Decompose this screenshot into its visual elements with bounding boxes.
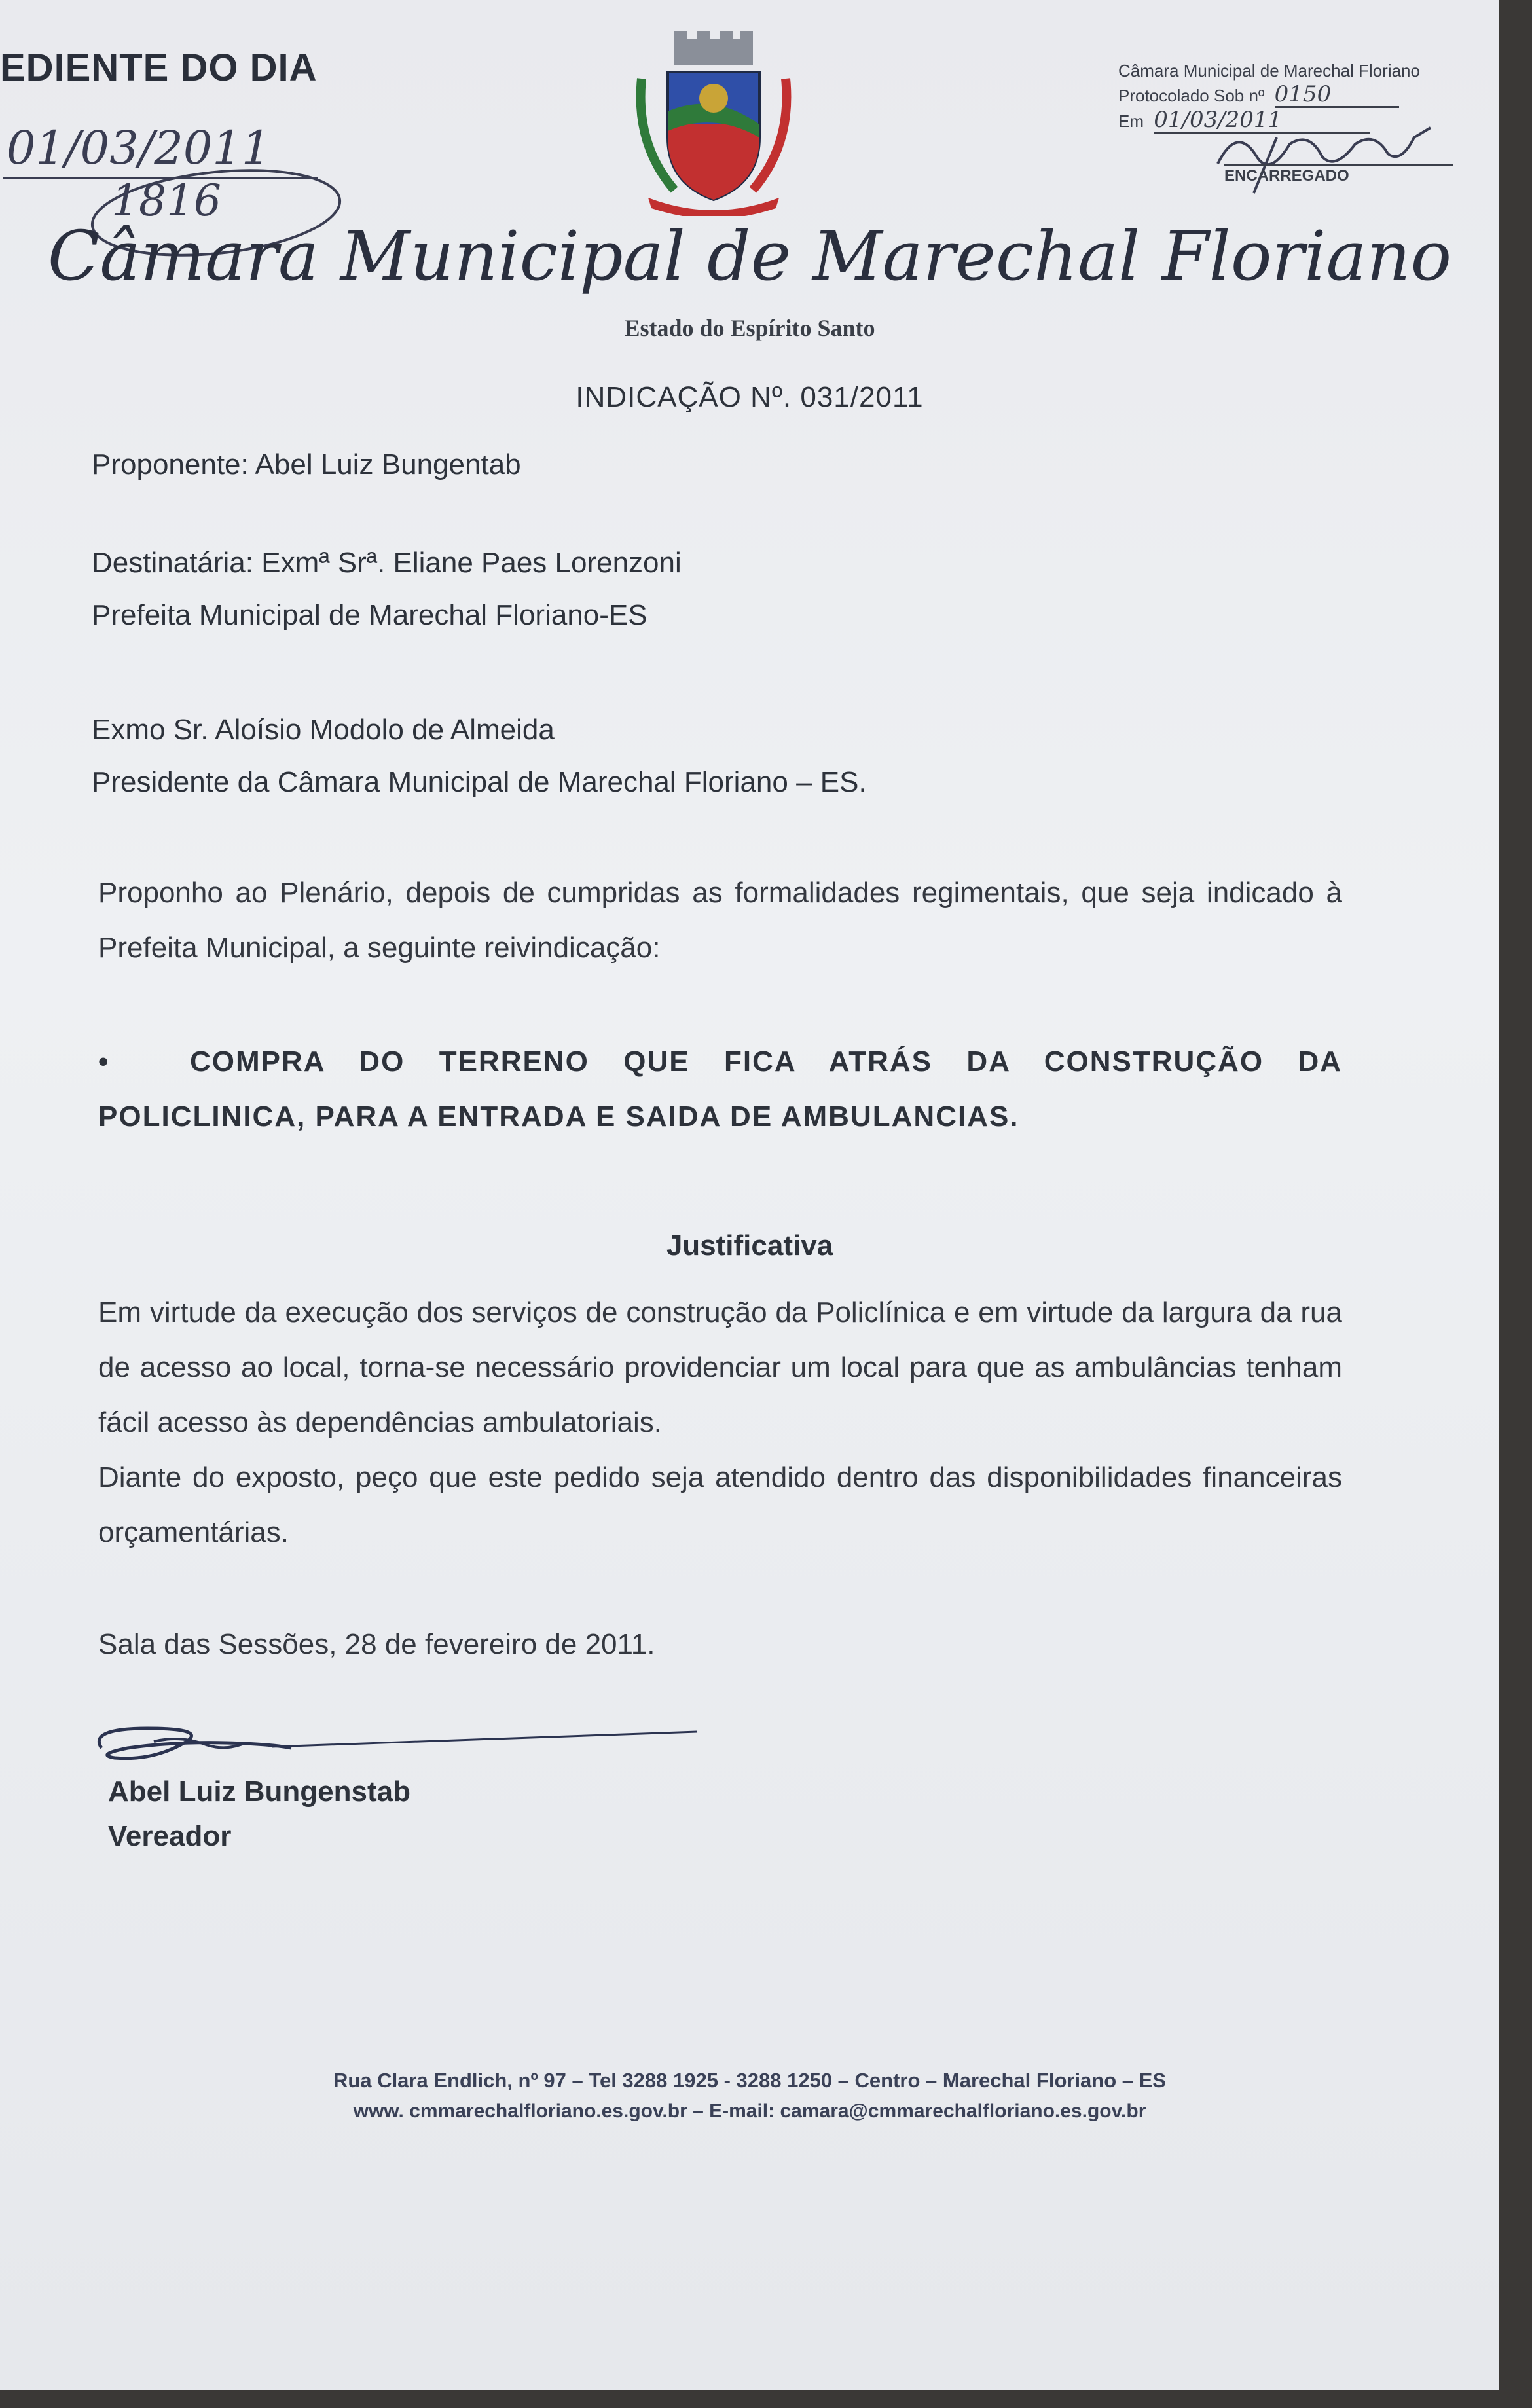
bullet-icon: •	[98, 1046, 110, 1078]
municipal-coat-of-arms-icon	[629, 26, 799, 216]
recipient-2-name: Exmo Sr. Aloísio Modolo de Almeida	[92, 714, 555, 746]
protocol-number-label: Protocolado Sob nº	[1118, 86, 1265, 105]
request-text: COMPRA DO TERRENO QUE FICA ATRÁS DA CONSTRUÇÃO DA POLICLINICA, PARA A ENTRADA E SAIDA DE AMBULANCIAS.	[98, 1046, 1342, 1133]
recipient-1-role: Prefeita Municipal de Marechal Floriano-ES	[92, 599, 647, 631]
footer-address: Rua Clara Endlich, nº 97 – Tel 3288 1925 - 3288 1250 – Centro – Marechal Floriano – ES	[333, 2069, 1166, 2092]
recipient-2-role: Presidente da Câmara Municipal de Marechal Floriano – ES.	[92, 766, 867, 798]
recipient-1-name: Destinatária: Exmª Srª. Eliane Paes Lorenzoni	[92, 547, 682, 579]
protocol-institution: Câmara Municipal de Marechal Floriano	[1118, 61, 1420, 81]
request-item	[98, 1034, 1342, 1144]
proposal-paragraph: Proponho ao Plenário, depois de cumpridas as formalidades regimentais, que seja indicado à Prefeita Municipal, a seguinte reivindicação:	[98, 877, 1342, 964]
footer-contact: www. cmmarechalfloriano.es.gov.br – E-mail: camara@cmmarechalfloriano.es.gov.br	[353, 2100, 1146, 2122]
signer-role: Vereador	[108, 1820, 232, 1852]
closing-line: Sala das Sessões, 28 de fevereiro de 2011.	[98, 1628, 655, 1660]
justification-paragraph-2: Diante do exposto, peço que este pedido seja atendido dentro das disponibilidades financeiras orçamentárias.	[98, 1461, 1342, 1548]
protocol-date-label: Em	[1118, 111, 1144, 131]
handwritten-date: 01/03/2011	[7, 121, 271, 175]
institution-title: Câmara Municipal de Marechal Floriano	[47, 216, 1452, 296]
institution-subtitle: Estado do Espírito Santo	[624, 315, 875, 341]
justification-title: Justificativa	[666, 1230, 833, 1262]
signer-name: Abel Luiz Bungenstab	[108, 1776, 410, 1808]
handwritten-number: 1816	[111, 175, 221, 226]
protocol-number: 0150	[1275, 82, 1399, 108]
protocol-role: ENCARREGADO	[1224, 164, 1453, 185]
justification-paragraph-1: Em virtude da execução dos serviços de construção da Policlínica e em virtude da largura da rua de acesso ao local, torna-se necessário providenciar um local para que as ambulâncias tenham fácil acesso às dependências ambulatoriais.	[98, 1296, 1342, 1438]
proponent-line: Proponente: Abel Luiz Bungentab	[92, 448, 521, 481]
handwritten-signature	[75, 1702, 730, 1781]
protocol-date: 01/03/2011	[1154, 108, 1370, 134]
document-number: INDICAÇÃO Nº. 031/2011	[575, 381, 924, 413]
session-stamp-heading: EDIENTE DO DIA	[0, 46, 318, 89]
